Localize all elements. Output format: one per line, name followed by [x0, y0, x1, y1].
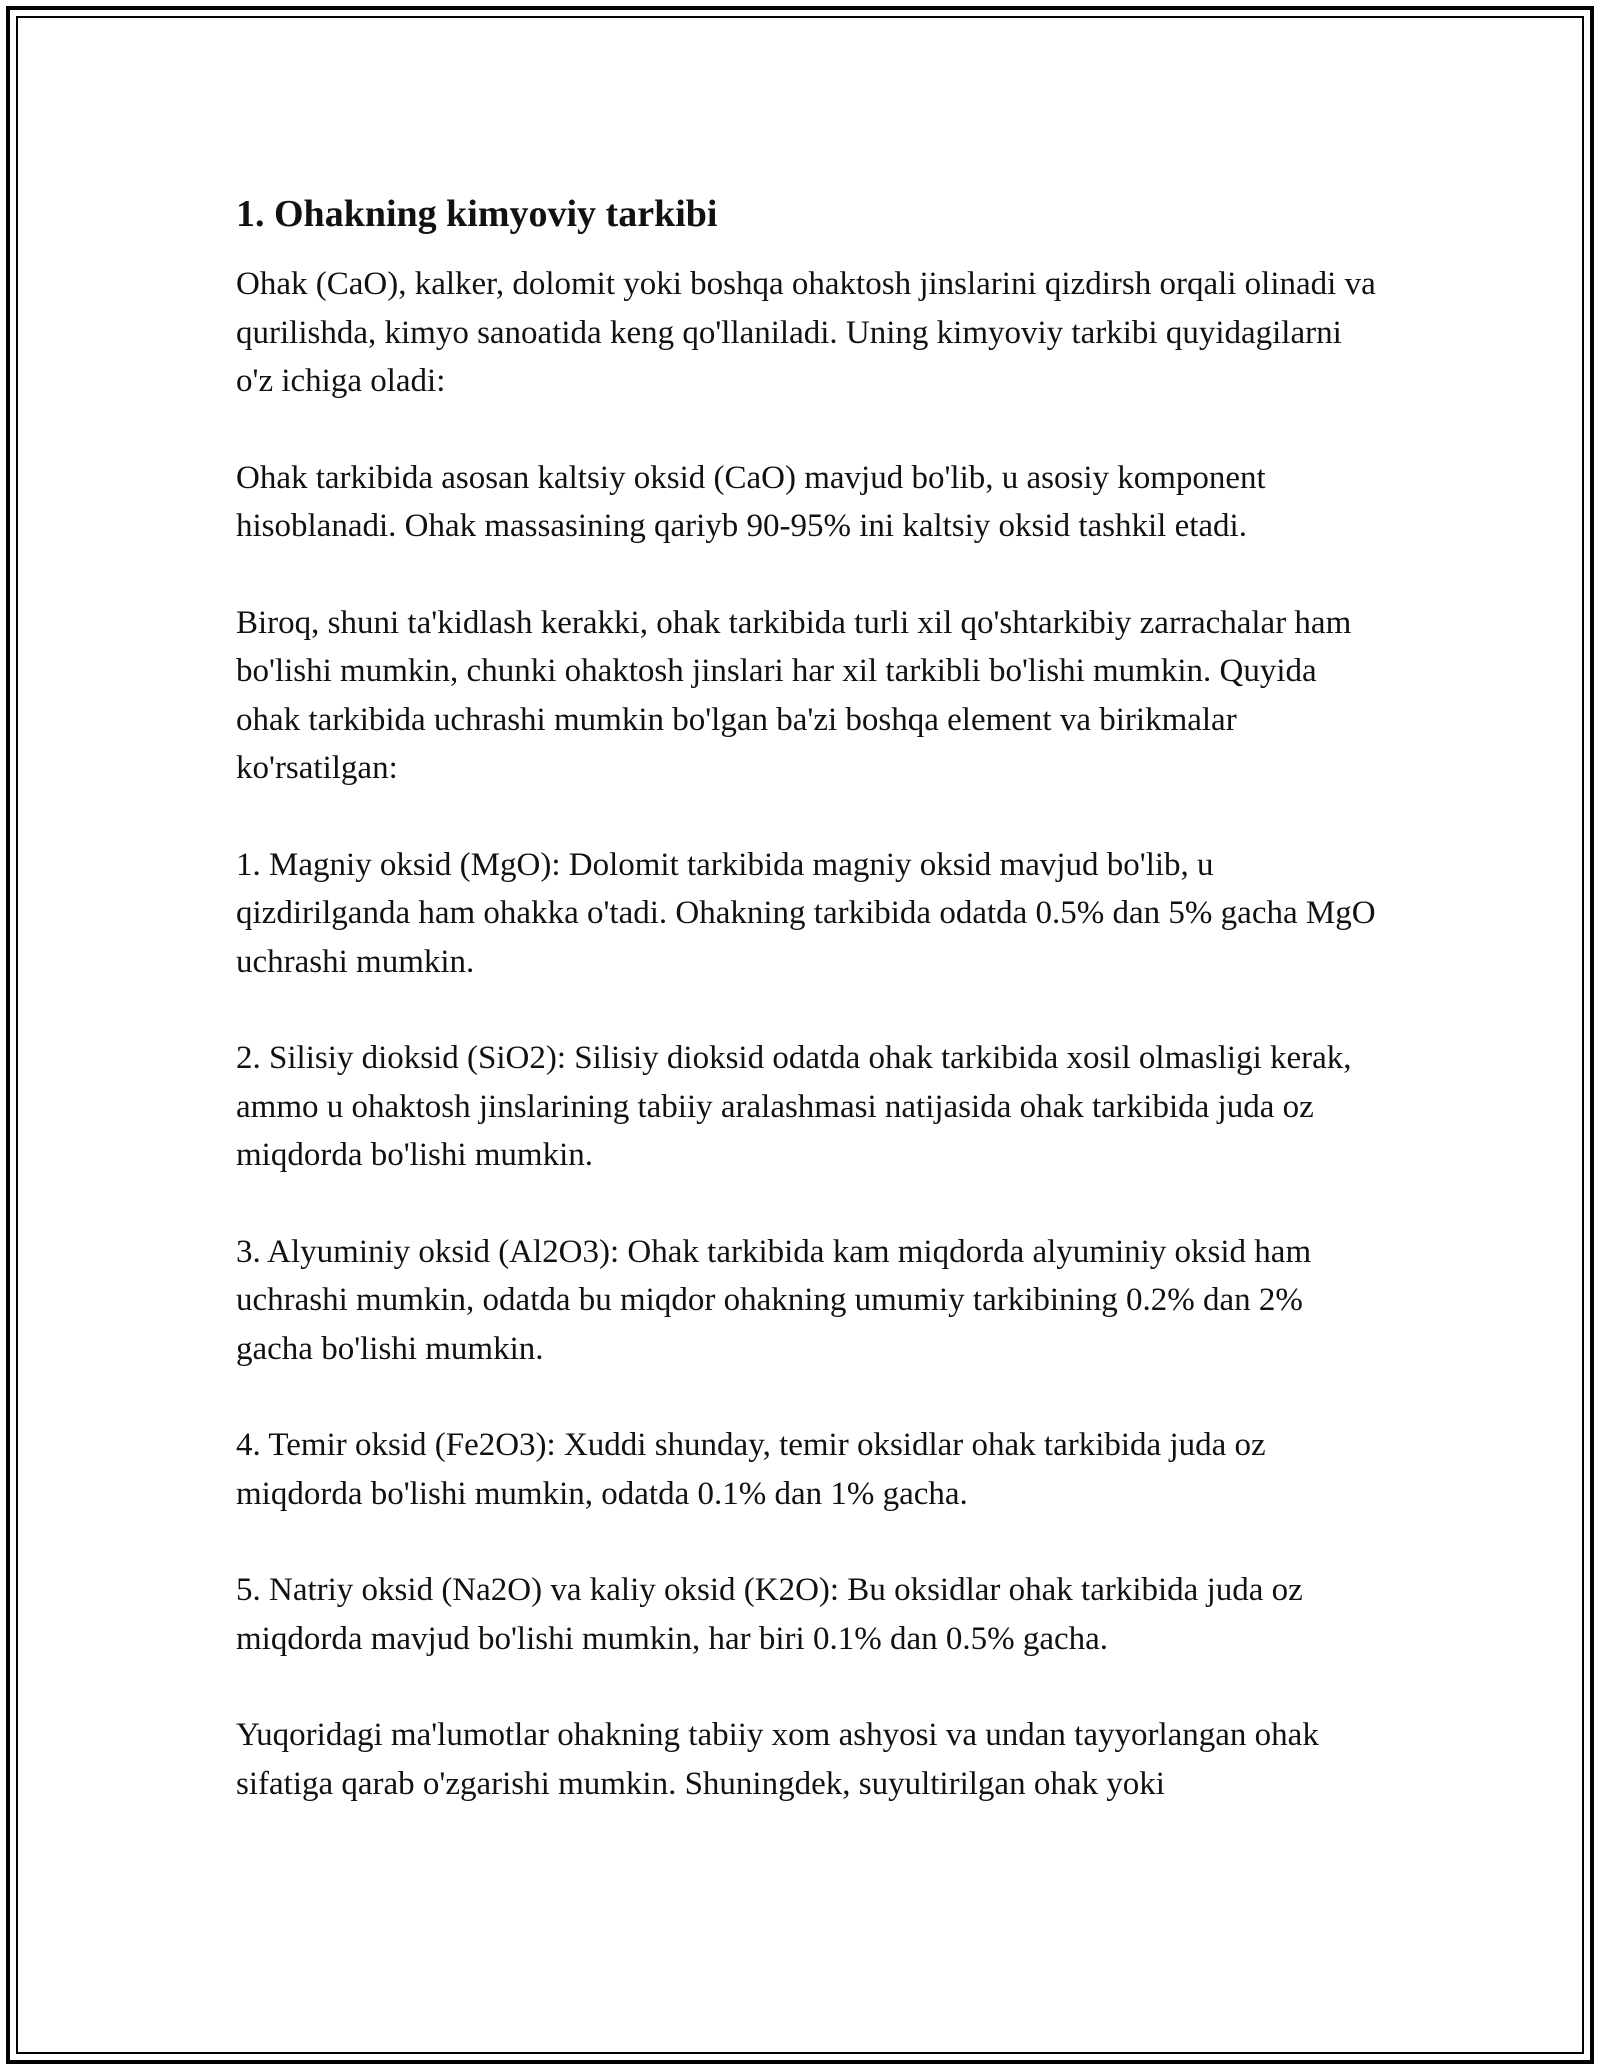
calcium-oxide-paragraph: Ohak tarkibida asosan kaltsiy oksid (CaO) mavjud bo'lib, u asosiy komponent hisoblanadi. Ohak massasining qariyb 90-95% ini kaltsiy oksid tashkil etadi.: [236, 459, 1266, 544]
document-title: 1. Ohakning kimyoviy tarkibi: [236, 193, 718, 235]
list-item-iron-oxide: 4. Temir oksid (Fe2O3): Xuddi shunday, temir oksidlar ohak tarkibida juda oz miqdorda bo'lishi mumkin, odatda 0.1% dan 1% gacha.: [236, 1427, 1266, 1512]
closing-paragraph: Yuqoridagi ma'lumotlar ohakning tabiiy xom ashyosi va undan tayyorlangan ohak sifatiga qarab o'zgarishi mumkin. Shuningdek, suyultirilgan ohak yoki: [236, 1717, 1319, 1802]
list-item-magnesium-oxide: 1. Magniy oksid (MgO): Dolomit tarkibida magniy oksid mavjud bo'lib, u qizdirilganda ham ohakka o'tadi. Ohakning tarkibida odatda 0.5% dan 5% gacha MgO uchrashi mumkin.: [236, 846, 1376, 980]
document-body: [236, 190, 1376, 1808]
impurities-intro-paragraph: Biroq, shuni ta'kidlash kerakki, ohak tarkibida turli xil qo'shtarkibiy zarrachalar ham bo'lishi mumkin, chunki ohaktosh jinslari har xil tarkibli bo'lishi mumkin. Quyida ohak tarkibida uchrashi mumkin bo'lgan ba'zi boshqa element va birikmalar ko'rsatilgan:: [236, 604, 1352, 786]
list-item-silicon-dioxide: 2. Silisiy dioksid (SiO2): Silisiy dioksid odatda ohak tarkibida xosil olmasligi kerak, ammo u ohaktosh jinslarining tabiiy aralashmasi natijasida ohak tarkibida juda oz miqdorda bo'lishi mumkin.: [236, 1040, 1352, 1173]
list-item-aluminium-oxide: 3. Alyuminiy oksid (Al2O3): Ohak tarkibida kam miqdorda alyuminiy oksid ham uchrashi mumkin, odatda bu miqdor ohakning umumiy tarkibining 0.2% dan 2% gacha bo'lishi mumkin.: [236, 1233, 1312, 1367]
list-item-sodium-potassium-oxide: 5. Natriy oksid (Na2O) va kaliy oksid (K2O): Bu oksidlar ohak tarkibida juda oz miqdorda mavjud bo'lishi mumkin, har biri 0.1% dan 0.5% gacha.: [236, 1572, 1303, 1657]
intro-paragraph: Ohak (CaO), kalker, dolomit yoki boshqa ohaktosh jinslarini qizdirsh orqali olinadi va qurilishda, kimyo sanoatida keng qo'llaniladi. Uning kimyoviy tarkibi quyidagilarni o'z ichiga oladi:: [236, 266, 1376, 399]
